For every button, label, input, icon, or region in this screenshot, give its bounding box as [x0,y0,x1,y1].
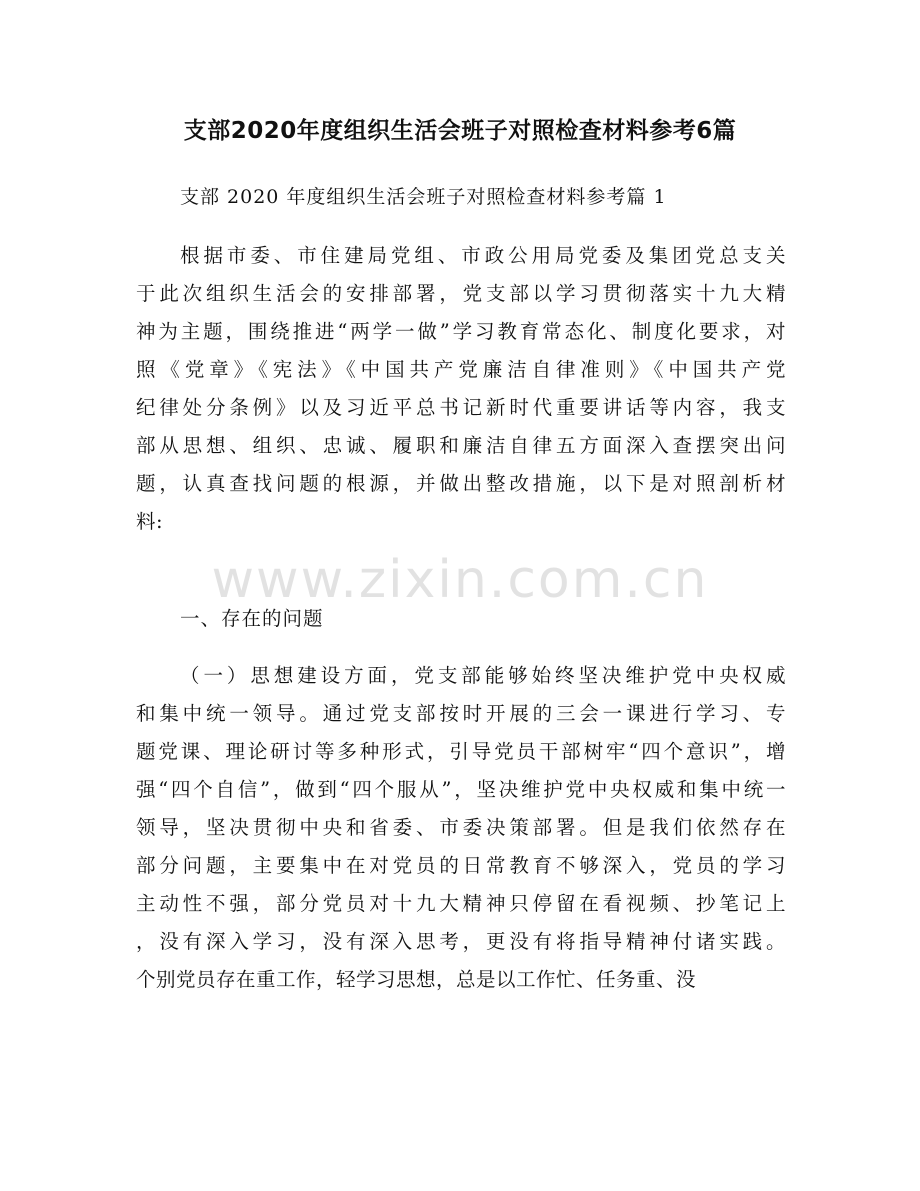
paragraph-line: 主动性不强，部分党员对十九大精神只停留在看视频、抄笔记上 [136,892,786,915]
paragraph-line: 纪律处分条例》以及习近平总书记新时代重要讲话等内容，我支 [136,396,786,419]
paragraph-line: 个别党员存在重工作，轻学习思想，总是以工作忙、任务重、没 [136,968,697,991]
paragraph-line: （一）思想建设方面，党支部能够始终坚决维护党中央权威 [180,664,786,687]
paragraph-line: 根据市委、市住建局党组、市政公用局党委及集团党总支关 [180,244,786,267]
paragraph-line: 部从思想、组织、忠诚、履职和廉洁自律五方面深入查摆突出问 [136,434,786,457]
paragraph-line: 照《党章》《宪法》《中国共产党廉洁自律准则》《中国共产党 [136,358,786,381]
paragraph-line: 题党课、理论研讨等多种形式，引导党员干部树牢“四个意识”，增 [136,740,786,763]
paragraph-line: 领导，坚决贯彻中央和省委、市委决策部署。但是我们依然存在 [136,816,786,839]
paragraph-intro [136,237,786,541]
section-heading: 支部 2020 年度组织生活会班子对照检查材料参考篇 1 [180,186,667,208]
paragraph-line: ，没有深入学习，没有深入思考，更没有将指导精神付诸实践。 [136,930,786,953]
paragraph-line: 部分问题，主要集中在对党员的日常教育不够深入，党员的学习 [136,854,786,877]
watermark: www.zixin.com.cn [211,550,709,610]
paragraph-line: 于此次组织生活会的安排部署，党支部以学习贯彻落实十九大精 [136,282,786,305]
paragraph-ideology [136,657,786,999]
paragraph-line: 强“四个自信”，做到“四个服从”，坚决维护党中央权威和集中统一 [136,778,786,801]
paragraph-line: 神为主题，围绕推进“两学一做”学习教育常态化、制度化要求，对 [136,320,786,343]
paragraph-line: 题，认真查找问题的根源，并做出整改措施，以下是对照剖析材 [136,472,786,495]
paragraph-line: 和集中统一领导。通过党支部按时开展的三会一课进行学习、专 [136,702,786,725]
paragraph-line: 料: [136,510,164,533]
document-title: 支部2020年度组织生活会班子对照检查材料参考6篇 [183,118,737,144]
subheading-problems: 一、存在的问题 [180,607,324,630]
